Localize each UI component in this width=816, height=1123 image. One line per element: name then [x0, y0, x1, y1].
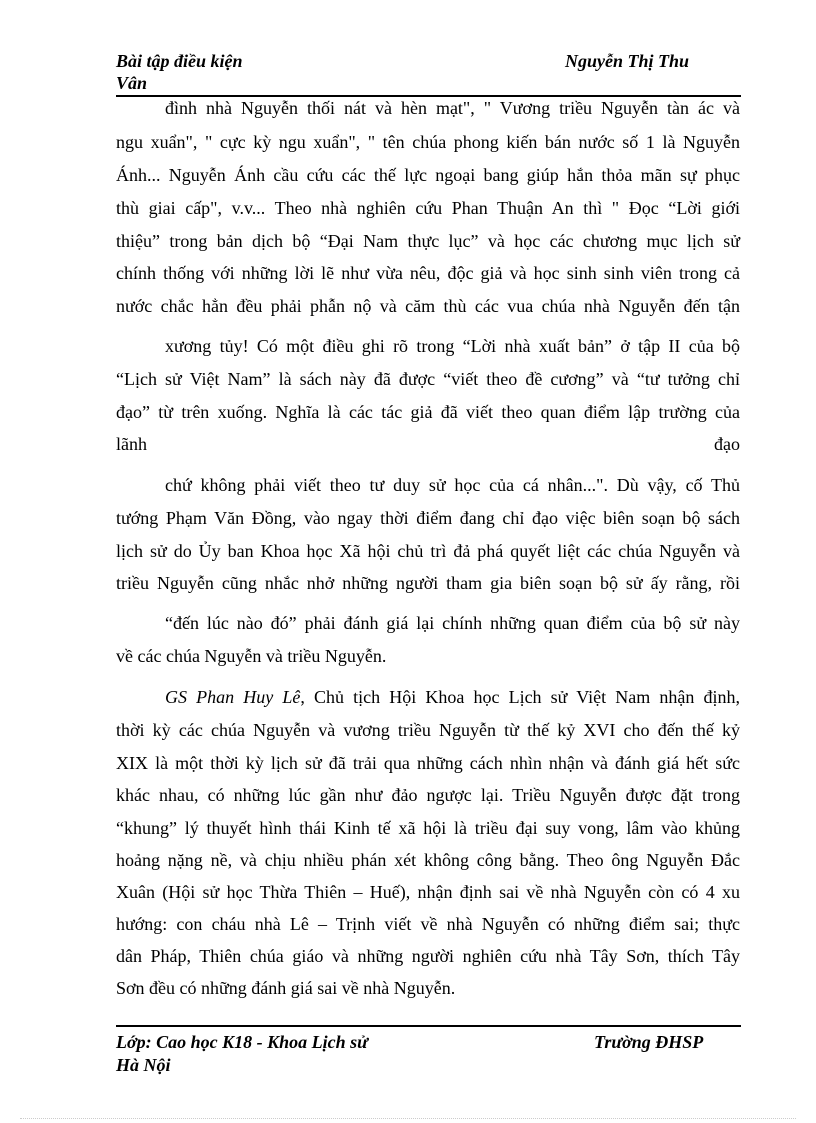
- body-line: XIX là một thời kỳ lịch sử đã trải qua những cách nhìn nhận và đánh giá hết sức: [116, 753, 740, 773]
- body-line: khác nhau, có những lúc gần như đảo ngược lại. Triều Nguyễn được đặt trong: [116, 785, 740, 805]
- footer-left-line2: Hà Nội: [116, 1055, 171, 1075]
- header-author: Nguyễn Thị Thu: [565, 51, 690, 71]
- body-line: lãnh đạo: [116, 434, 740, 454]
- body-line: thiệu” trong bản dịch bộ “Đại Nam thực lục” và học các chương mục lịch sử: [116, 231, 740, 251]
- body-line: chứ không phải viết theo tư duy sử học của cá nhân...". Dù vậy, cố Thủ: [165, 475, 740, 495]
- body-line: nước chắc hẳn đều phải phẫn nộ và căm thù các vua chúa nhà Nguyễn đến tận: [116, 296, 740, 316]
- header-left-line2: Vân: [116, 73, 148, 93]
- body-line: dân Pháp, Thiên chúa giáo và những người nghiên cứu nhà Tây Sơn, thích Tây: [116, 946, 740, 966]
- footer-rule: [116, 1025, 741, 1027]
- body-line: [165, 686, 740, 708]
- body-line: tướng Phạm Văn Đồng, vào ngay thời điểm đang chỉ đạo việc biên soạn bộ sách: [116, 508, 740, 528]
- page-bottom-divider: [20, 1118, 796, 1119]
- body-line: Xuân (Hội sử học Thừa Thiên – Huế), nhận định sai về nhà Nguyễn còn có 4 xu: [116, 882, 740, 902]
- footer-left-line1: Lớp: Cao học K18 - Khoa Lịch sử: [116, 1032, 368, 1052]
- body-line: “Lịch sử Việt Nam” là sách này đã được “viết theo đề cương” và “tư tưởng chỉ: [116, 369, 740, 389]
- body-line: triều Nguyễn cũng nhắc nhở những người tham gia biên soạn bộ sử ấy rằng, rồi: [116, 573, 740, 593]
- body-line: Ánh... Nguyễn Ánh cầu cứu các thế lực ngoại bang giúp hắn thỏa mãn sự phục: [116, 165, 740, 185]
- body-line: chính thống với những lời lẽ như vừa nêu, độc giả và học sinh sinh viên trong cả: [116, 263, 740, 283]
- body-line: xương tủy! Có một điều ghi rõ trong “Lời nhà xuất bản” ở tập II của bộ: [165, 336, 740, 356]
- body-line: đạo” từ trên xuống. Nghĩa là các tác giả đã viết theo quan điểm lập trường của: [116, 402, 740, 422]
- body-line: hoảng nặng nề, và chịu nhiều phán xét không công bằng. Theo ông Nguyễn Đắc: [116, 850, 740, 870]
- body-line: thù giai cấp", v.v... Theo nhà nghiên cứu Phan Thuận An thì " Đọc “Lời giới: [116, 198, 740, 218]
- body-line: thời kỳ các chúa Nguyễn và vương triều Nguyễn từ thế kỷ XVI cho đến thế kỷ: [116, 720, 740, 740]
- body-line: ngu xuẩn", " cực kỳ ngu xuẩn", " tên chúa phong kiến bán nước số 1 là Nguyễn: [116, 132, 740, 152]
- body-line: lịch sử do Ủy ban Khoa học Xã hội chủ trì đả phá quyết liệt các chúa Nguyễn và: [116, 541, 740, 561]
- header-left-line1: Bài tập điều kiện: [116, 51, 243, 71]
- body-line: đình nhà Nguyễn thối nát và hèn mạt", " Vương triều Nguyễn tàn ác và: [165, 98, 740, 118]
- body-line-rest: , Chủ tịch Hội Khoa học Lịch sử Việt Nam nhận định,: [300, 687, 740, 707]
- body-line: về các chúa Nguyễn và triều Nguyễn.: [116, 646, 387, 666]
- body-line: Sơn đều có những đánh giá sai về nhà Nguyễn.: [116, 978, 456, 998]
- footer-institution: Trường ĐHSP: [594, 1032, 704, 1052]
- body-line: “khung” lý thuyết hình thái Kinh tế xã hội là triều đại suy vong, lâm vào khủng: [116, 818, 740, 838]
- scholar-name: GS Phan Huy Lê: [165, 687, 301, 707]
- body-line: “đến lúc nào đó” phải đánh giá lại chính những quan điểm của bộ sử này: [165, 613, 740, 633]
- body-line: hướng: con cháu nhà Lê – Trịnh viết về nhà Nguyễn có những điểm sai; thực: [116, 914, 740, 934]
